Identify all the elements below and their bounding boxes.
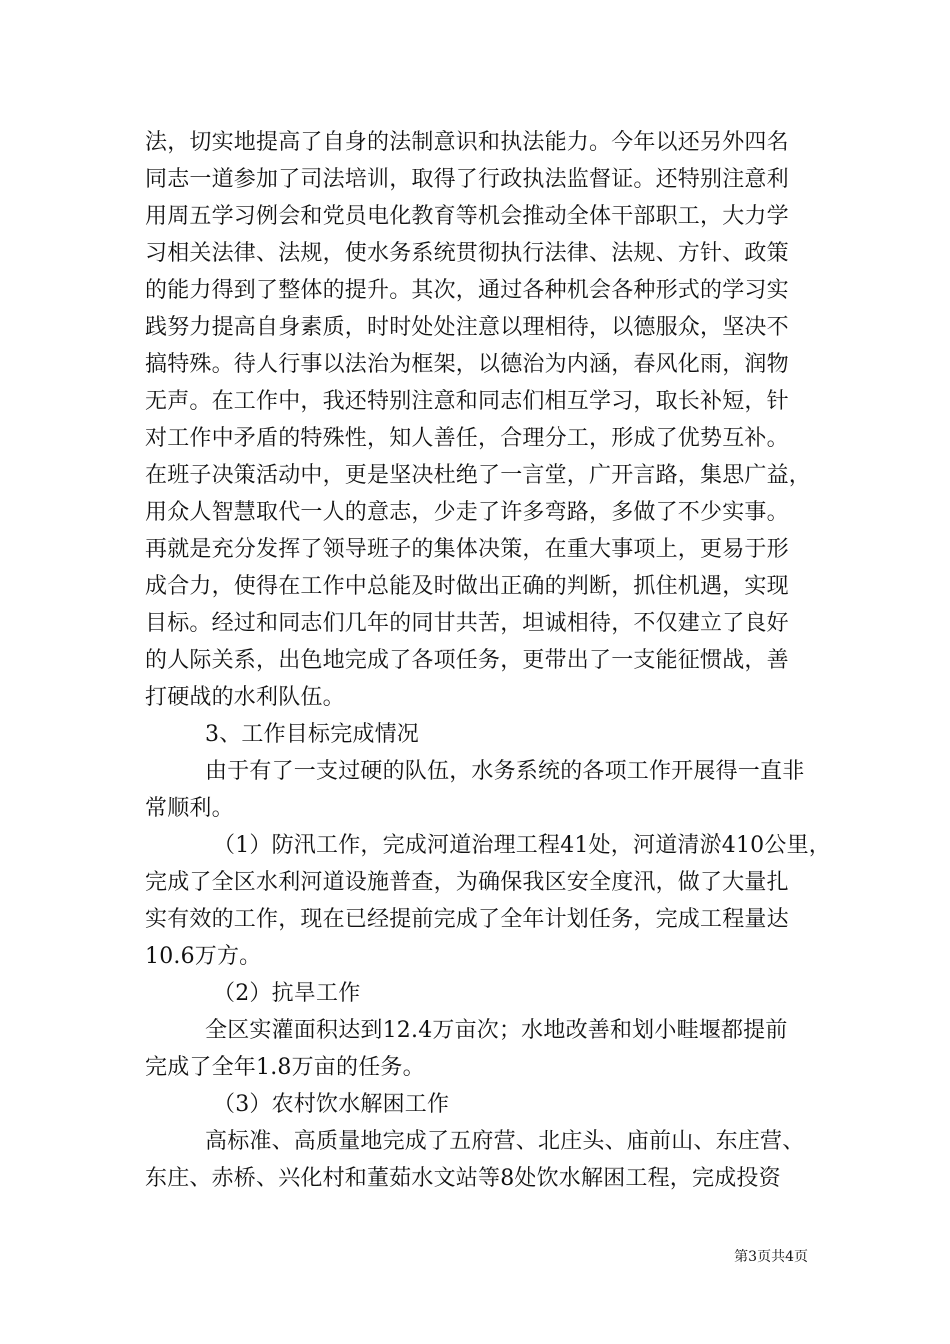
text-line: 对工作中矛盾的特殊性，知人善任，合理分工，形成了优势互补。 bbox=[145, 426, 789, 451]
paragraph-first-line: 由于有了一支过硬的队伍，水务系统的各项工作开展得一直非 bbox=[205, 759, 805, 784]
text-line: 打硬战的水利队伍。 bbox=[145, 685, 345, 710]
subsection-flood-control: （1）防汛工作，完成河道治理工程41处，河道清淤410公里， bbox=[213, 833, 831, 858]
body-text bbox=[145, 124, 831, 1197]
text-line: 完成了全区水利河道设施普查，为确保我区安全度汛，做了大量扎 bbox=[145, 870, 789, 895]
text-line: 实有效的工作，现在已经提前完成了全年计划任务，完成工程量达 bbox=[145, 907, 789, 932]
text-line: 搞特殊。待人行事以法治为框架，以德治为内涵，春风化雨，润物 bbox=[145, 352, 789, 377]
text-line: 法，切实地提高了自身的法制意识和执法能力。今年以还另外四名 bbox=[145, 130, 789, 155]
paragraph-first-line: 全区实灌面积达到12.4万亩次；水地改善和划小畦堰都提前 bbox=[205, 1018, 788, 1043]
text-line: 用众人智慧取代一人的意志，少走了许多弯路，多做了不少实事。 bbox=[145, 500, 789, 525]
text-line: 常顺利。 bbox=[145, 796, 234, 821]
section-heading: 3、工作目标完成情况 bbox=[205, 722, 419, 747]
text-line: 在班子决策活动中，更是坚决杜绝了一言堂，广开言路，集思广益， bbox=[145, 463, 812, 488]
text-line: 再就是充分发挥了领导班子的集体决策，在重大事项上，更易于形 bbox=[145, 537, 789, 562]
text-line: 东庄、赤桥、兴化村和董茹水文站等8处饮水解困工程，完成投资 bbox=[145, 1166, 781, 1191]
paragraph-first-line: 高标准、高质量地完成了五府营、北庄头、庙前山、东庄营、 bbox=[205, 1129, 805, 1154]
text-line: 践努力提高自身素质，时时处处注意以理相待，以德服众，坚决不 bbox=[145, 315, 789, 340]
text-line: 习相关法律、法规，使水务系统贯彻执行法律、法规、方针、政策 bbox=[145, 241, 789, 266]
text-line: 完成了全年1.8万亩的任务。 bbox=[145, 1055, 425, 1080]
text-line: 10.6万方。 bbox=[145, 944, 262, 969]
text-line: 同志一道参加了司法培训，取得了行政执法监督证。还特别注意利 bbox=[145, 167, 789, 192]
text-line: 用周五学习例会和党员电化教育等机会推动全体干部职工，大力学 bbox=[145, 204, 789, 229]
text-line: 的能力得到了整体的提升。其次，通过各种机会各种形式的学习实 bbox=[145, 278, 789, 303]
subsection-drought-relief: （2）抗旱工作 bbox=[213, 981, 361, 1006]
text-line: 的人际关系，出色地完成了各项任务，更带出了一支能征惯战，善 bbox=[145, 648, 789, 673]
text-line: 目标。经过和同志们几年的同甘共苦，坦诚相待，不仅建立了良好 bbox=[145, 611, 789, 636]
text-line: 无声。在工作中，我还特别注意和同志们相互学习，取长补短，针 bbox=[145, 389, 789, 414]
page-number: 第3页共4页 bbox=[734, 1249, 808, 1265]
text-line: 成合力，使得在工作中总能及时做出正确的判断，抓住机遇，实现 bbox=[145, 574, 789, 599]
subsection-drinking-water: （3）农村饮水解困工作 bbox=[213, 1092, 450, 1117]
